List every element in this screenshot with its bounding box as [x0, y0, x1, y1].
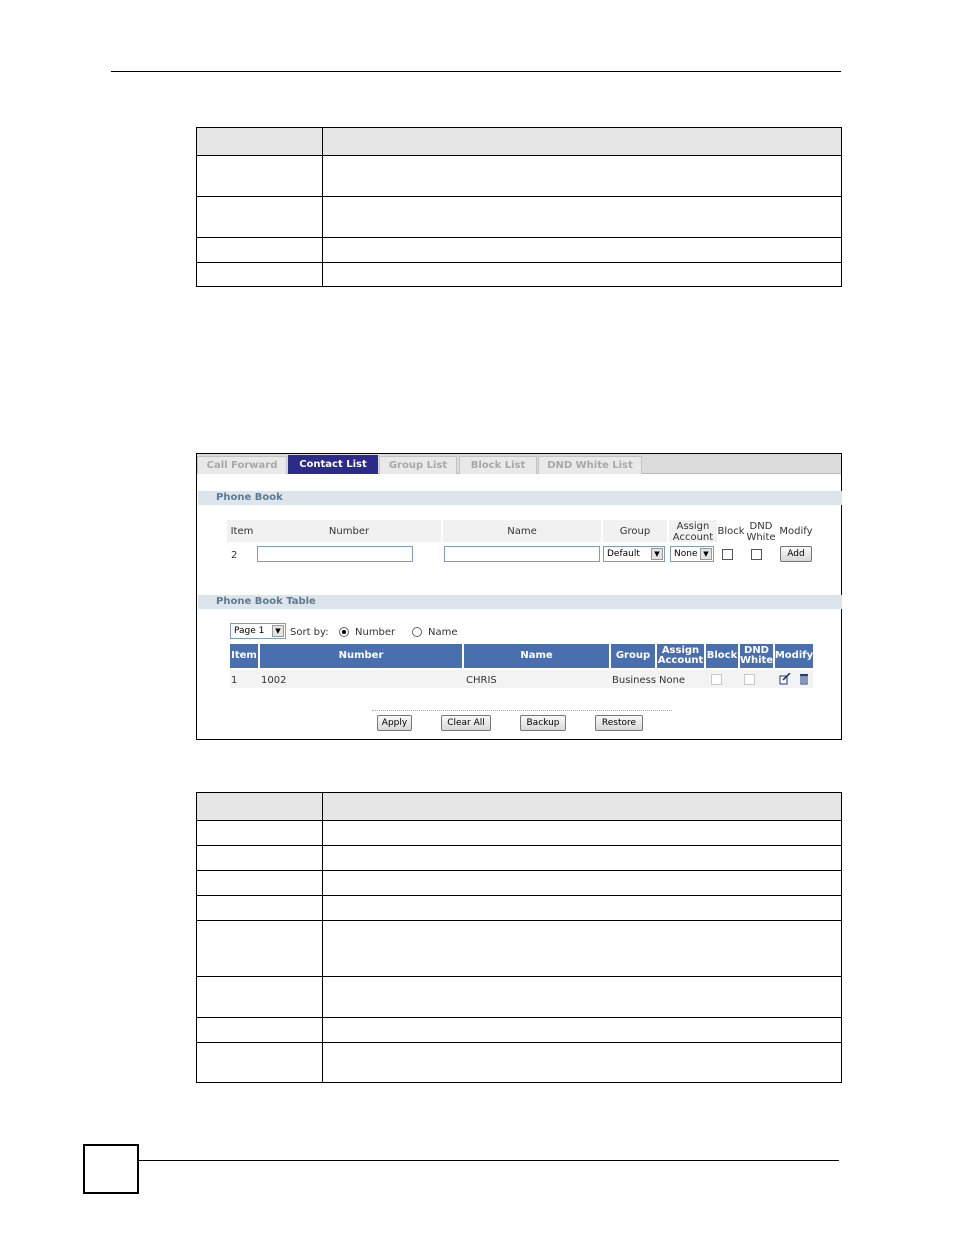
backup-button[interactable]: Backup — [520, 715, 566, 731]
edit-icon[interactable] — [779, 673, 791, 685]
pb-header-name: Name — [507, 526, 537, 537]
page-select-value: Page 1 — [234, 626, 265, 636]
pb-header-item: Item — [230, 526, 254, 537]
row-name: CHRIS — [466, 675, 497, 686]
row-block-checkbox — [711, 674, 722, 685]
header-rule — [111, 71, 841, 72]
group-select[interactable] — [603, 546, 665, 562]
tab-bar — [197, 454, 841, 474]
table-header-modify: Modify — [775, 644, 813, 668]
block-checkbox[interactable] — [722, 549, 733, 560]
account-select-value: None — [674, 549, 698, 559]
dnd-white-checkbox[interactable] — [751, 549, 762, 560]
sort-number-label: Number — [355, 627, 396, 638]
table-row — [230, 670, 813, 688]
contact-list-screen — [196, 453, 842, 740]
delete-icon[interactable] — [798, 673, 810, 685]
add-button[interactable]: Add — [780, 546, 812, 562]
chevron-down-icon: ▼ — [700, 548, 712, 560]
number-input[interactable] — [257, 546, 413, 562]
group-select-value: Default — [607, 549, 640, 559]
footer-rule — [139, 1160, 839, 1161]
pb-header-block: Block — [717, 526, 745, 537]
tab-dnd-white-list[interactable]: DND White List — [538, 456, 642, 474]
table-header-group: Group — [611, 644, 655, 668]
table-header-number: Number — [260, 644, 462, 668]
restore-button[interactable]: Restore — [595, 715, 643, 731]
row-item: 1 — [231, 675, 238, 686]
table-header-dnd-white: DND White — [739, 645, 774, 666]
chevron-down-icon: ▼ — [651, 548, 663, 560]
row-number: 1002 — [261, 675, 287, 686]
name-input[interactable] — [444, 546, 600, 562]
sort-by-label: Sort by: — [290, 627, 329, 638]
tab-group-list[interactable]: Group List — [379, 456, 457, 474]
sort-name-label: Name — [428, 627, 458, 638]
sort-number-radio[interactable] — [339, 627, 349, 637]
row-group: Business — [612, 675, 657, 686]
page-number-box — [83, 1144, 139, 1194]
tab-call-forward[interactable]: Call Forward — [197, 456, 287, 474]
pb-header-assign-account: Assign Account — [672, 521, 714, 543]
page-select[interactable] — [230, 623, 286, 639]
table-header-name: Name — [464, 644, 609, 668]
chevron-down-icon: ▼ — [272, 625, 284, 637]
sort-name-radio[interactable] — [412, 627, 422, 637]
tab-contact-list[interactable]: Contact List — [288, 455, 378, 474]
description-table-bottom — [196, 792, 842, 1083]
pb-header-dnd-white: DND White — [746, 521, 776, 543]
tab-block-list[interactable]: Block List — [459, 456, 537, 474]
account-select[interactable] — [670, 546, 714, 562]
pb-header-group: Group — [619, 526, 651, 537]
clear-all-button[interactable]: Clear All — [441, 715, 491, 731]
phone-book-title: Phone Book — [198, 491, 842, 505]
apply-button[interactable]: Apply — [377, 715, 412, 731]
table-header-assign-account: Assign Account — [657, 645, 704, 666]
table-header-block: Block — [706, 644, 738, 668]
button-divider — [372, 710, 672, 711]
pb-item-value: 2 — [231, 550, 238, 561]
description-table-top — [196, 127, 842, 287]
row-account: None — [659, 675, 686, 686]
phone-book-table-title: Phone Book Table — [198, 595, 842, 609]
pb-header-number: Number — [328, 526, 370, 537]
table-header-item: Item — [230, 644, 258, 668]
pb-header-modify: Modify — [779, 526, 813, 537]
row-dnd-checkbox — [744, 674, 755, 685]
